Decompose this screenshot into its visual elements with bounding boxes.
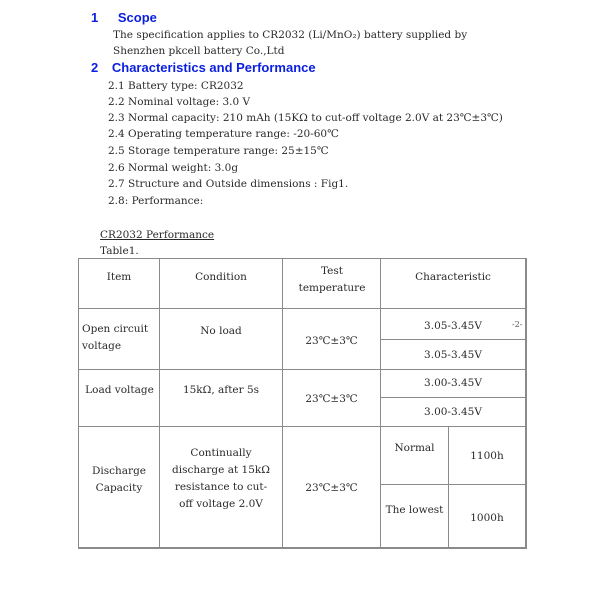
spec-item: 2.5 Storage temperature range: 25±15℃ [108, 145, 329, 157]
header-characteristic: Characteristic [415, 270, 491, 283]
row-condition: 15kΩ, after 5s [182, 383, 260, 396]
sub-label: Normal [394, 441, 435, 454]
page-marker: -2- [512, 320, 523, 329]
section-2-heading [91, 60, 316, 75]
row-divider [78, 308, 526, 309]
row-item: Open circuit voltage [82, 323, 149, 352]
spec-item: 2.1 Battery type: CR2032 [108, 80, 244, 92]
sub-value: 1100h [470, 449, 504, 462]
spec-item: 2.8: Performance: [108, 195, 204, 207]
header-condition: Condition [195, 270, 247, 283]
row-item: Discharge Capacity [91, 465, 147, 494]
row-condition: No load [200, 324, 242, 337]
table-title: CR2032 Performance [100, 229, 215, 241]
spec-item: 2.2 Nominal voltage: 3.0 V [108, 96, 251, 108]
spec-item: 2.3 Normal capacity: 210 mAh (15KΩ to cut-off voltage 2.0V at 23℃±3℃) [108, 112, 503, 124]
row-value: 3.05-3.45V [424, 348, 482, 361]
table-label: Table1. [100, 245, 139, 257]
sub-value: 1000h [470, 511, 504, 524]
row-value: 3.00-3.45V [424, 377, 482, 389]
row-condition: Continually discharge at 15kΩ resistance to cut-off voltage 2.0V [172, 447, 270, 510]
header-item: Item [106, 270, 132, 283]
table-border [78, 258, 526, 259]
section-title: Scope [117, 10, 157, 25]
row-divider [380, 339, 526, 340]
section-number: 2 [91, 60, 99, 75]
scope-line-2: Shenzhen pkcell battery Co.,Ltd [113, 45, 285, 57]
row-item: Load voltage [85, 383, 154, 396]
section-number: 1 [91, 10, 99, 25]
header-test-temperature: Test temperature [298, 265, 366, 294]
spec-item: 2.7 Structure and Outside dimensions : Fig1. [108, 178, 349, 190]
row-temperature: 23℃±3℃ [305, 334, 358, 347]
section-title: Characteristics and Performance [111, 60, 316, 75]
spec-item: 2.6 Normal weight: 3.0g [108, 162, 239, 174]
sub-label: The lowest [385, 503, 444, 516]
row-divider [380, 484, 526, 485]
table-border [78, 547, 526, 549]
table-border [525, 258, 527, 549]
spec-item: 2.4 Operating temperature range: -20-60℃ [108, 128, 339, 140]
row-temperature: 23℃±3℃ [305, 392, 358, 405]
row-temperature: 23℃±3℃ [305, 481, 358, 494]
row-value: 3.00-3.45V [424, 405, 482, 418]
row-value: 3.05-3.45V [424, 319, 482, 332]
scope-line-1: The specification applies to CR2032 (Li/MnO₂) battery supplied by [113, 29, 468, 41]
section-1-heading [91, 10, 157, 25]
performance-table [78, 258, 526, 548]
table-border [78, 258, 79, 549]
row-divider [78, 426, 526, 427]
